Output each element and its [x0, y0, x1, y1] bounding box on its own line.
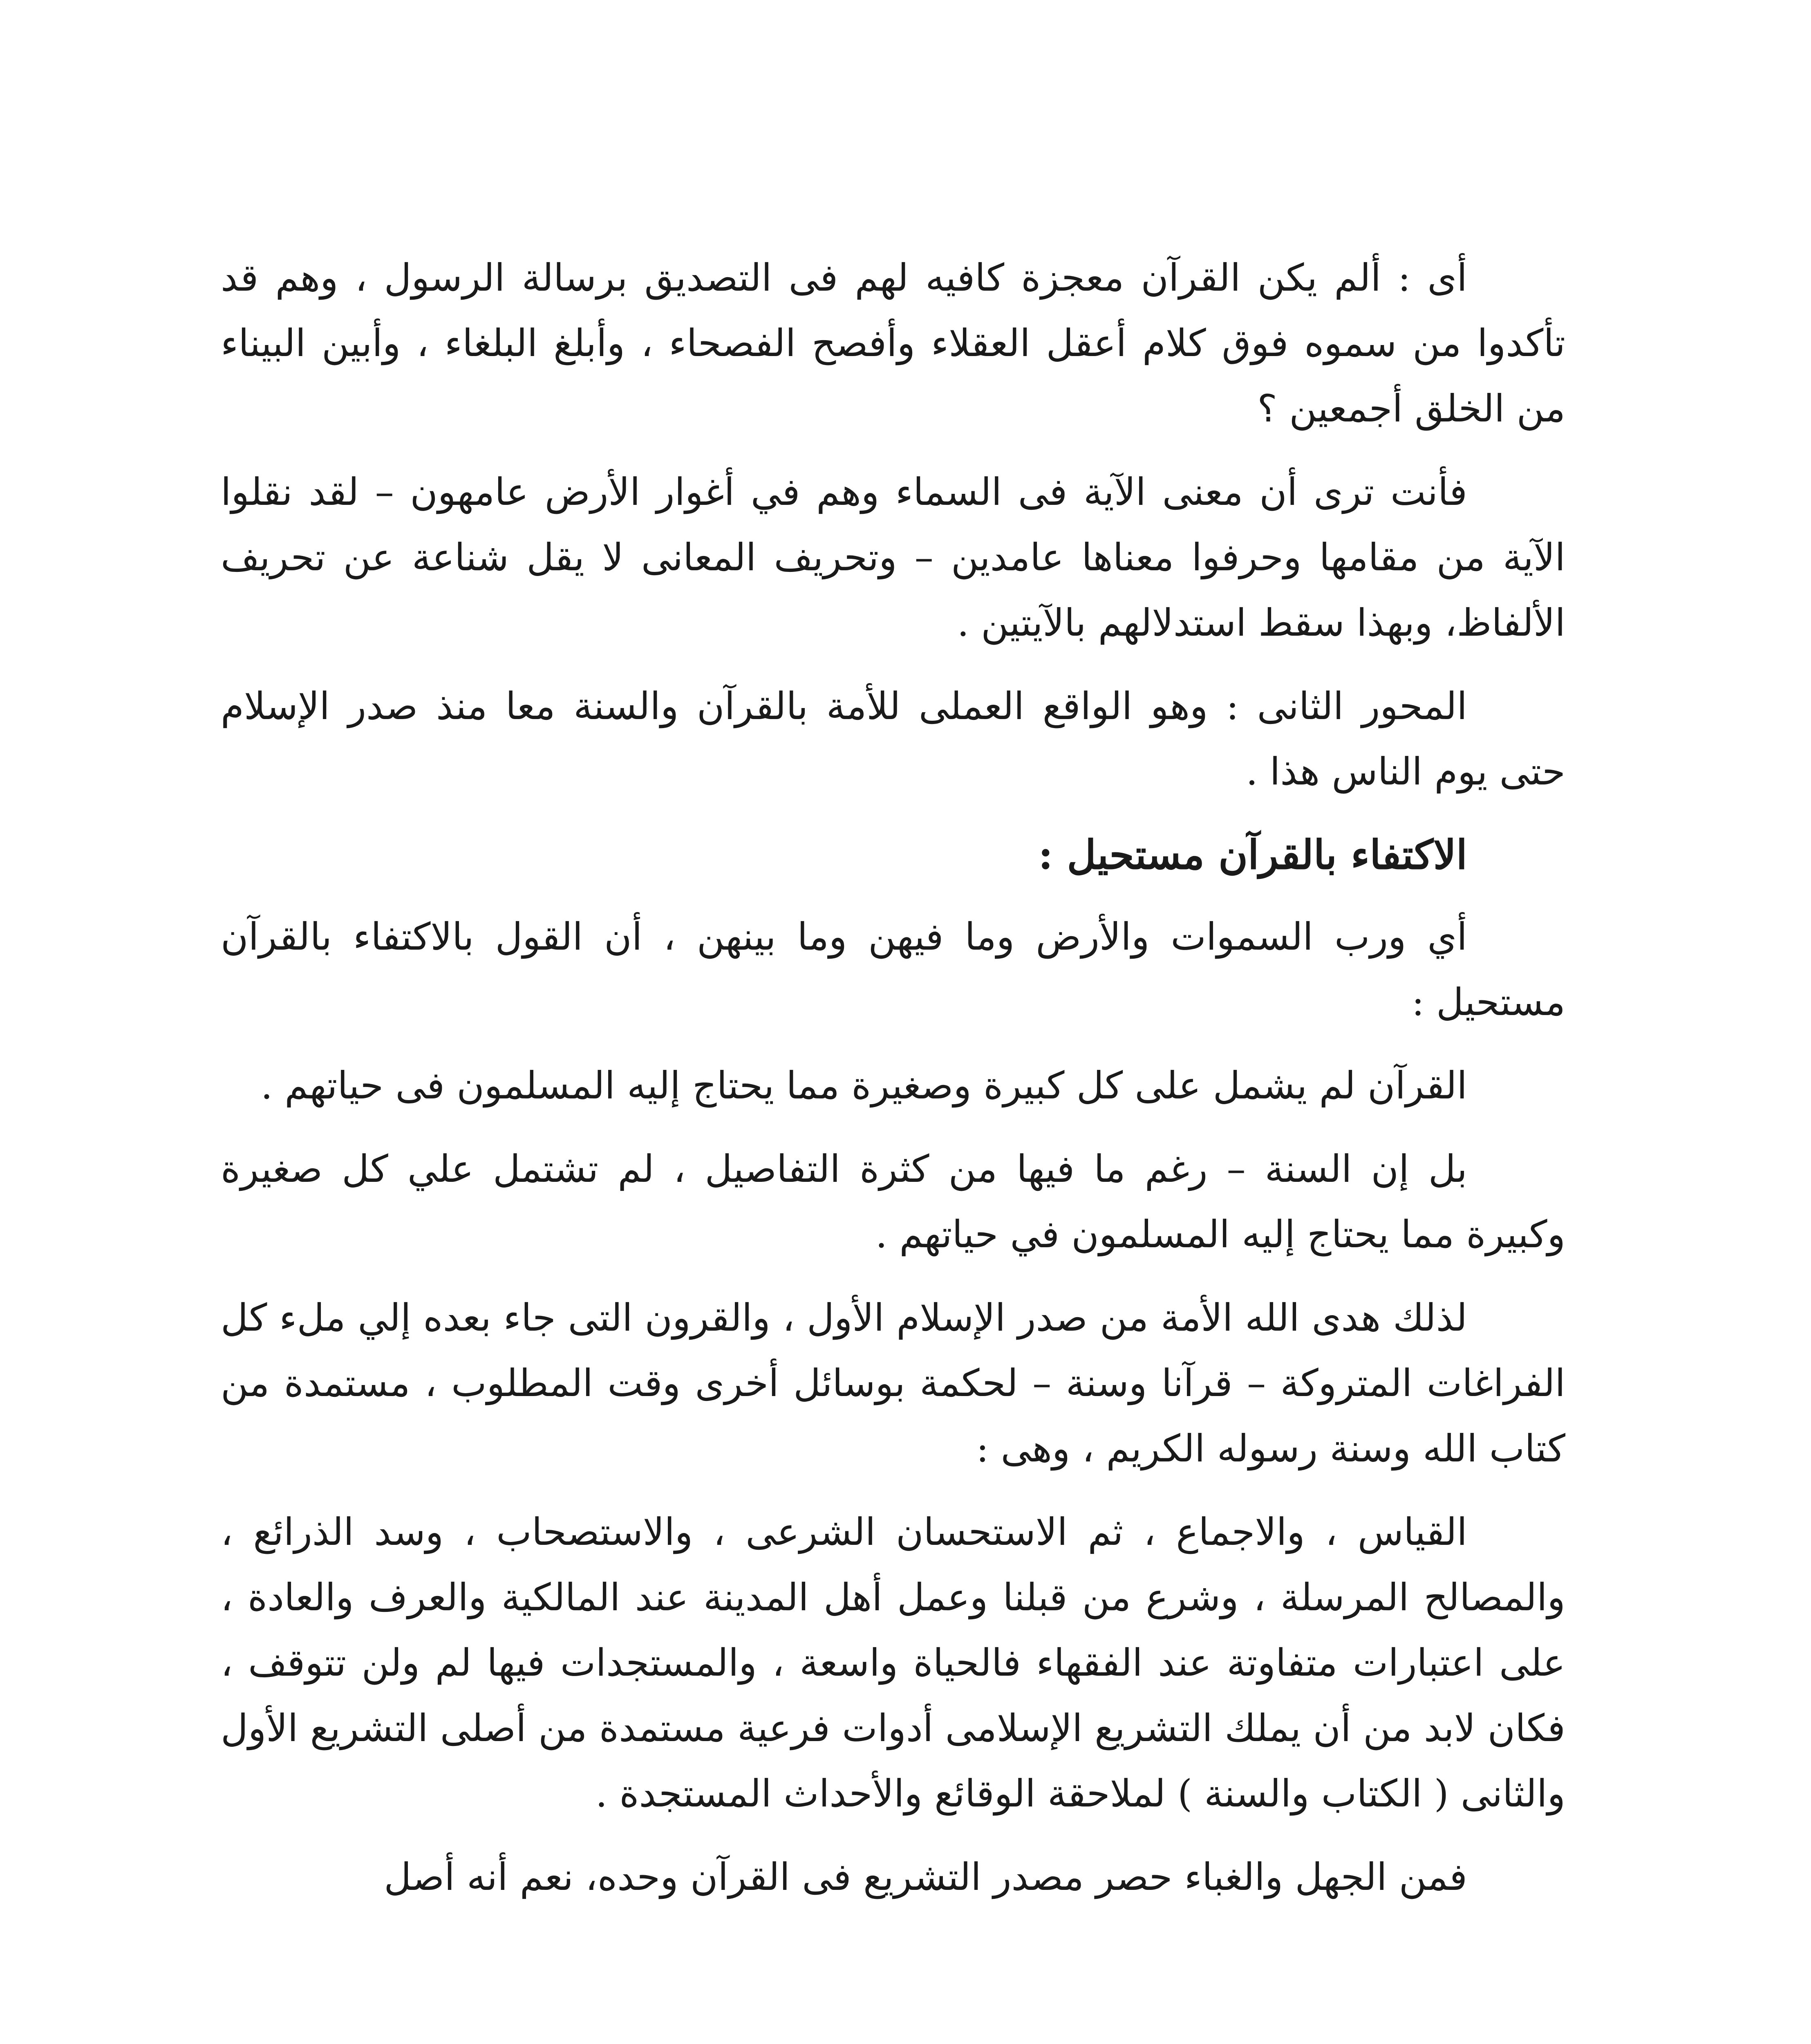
paragraph-2: فأنت ترى أن معنى الآية فى السماء وهم في أغوار الأرض عامهون – لقد نقلوا الآية من مقامها وحرفوا معناها عامدين – وتحريف المعانى لا يقل شناعة عن تحريف الألفاظ، وبهذا سقط استدلالهم بالآيتين .	[221, 470, 1565, 645]
paragraph-9: فمن الجهل والغباء حصر مصدر التشريع فى القرآن وحده، نعم أنه أصل	[384, 1855, 1467, 1899]
paragraph-3: المحور الثانى : وهو الواقع العملى للأمة بالقرآن والسنة معا منذ صدر الإسلام حتى يوم الناس هذا .	[221, 684, 1565, 793]
paragraph-6: بل إن السنة – رغم ما فيها من كثرة التفاصيل ، لم تشتمل علي كل صغيرة وكبيرة مما يحتاج إليه المسلمون في حياتهم .	[221, 1147, 1565, 1256]
paragraph-4: أي ورب السموات والأرض وما فيهن وما بينهن ، أن القول بالاكتفاء بالقرآن مستحيل :	[221, 915, 1565, 1024]
page-body	[221, 245, 1565, 1928]
paragraph-7: لذلك هدى الله الأمة من صدر الإسلام الأول ، والقرون التى جاء بعده إلي ملء كل الفراغات المتروكة – قرآنا وسنة – لحكمة بوسائل أخرى وقت المطلوب ، مستمدة من كتاب الله وسنة رسوله الكريم ، وهى :	[221, 1296, 1565, 1470]
paragraph-1: أى : ألم يكن القرآن معجزة كافيه لهم فى التصديق برسالة الرسول ، وهم قد تأكدوا من سموه فوق كلام أعقل العقلاء وأفصح الفصحاء ، وأبلغ البلغاء ، وأبين البيناء من الخلق أجمعين ؟	[221, 256, 1565, 430]
paragraph-8: القياس ، والاجماع ، ثم الاستحسان الشرعى ، والاستصحاب ، وسد الذرائع ، والمصالح المرسلة ، وشرع من قبلنا وعمل أهل المدينة عند المالكية والعرف والعادة ، على اعتبارات متفاوتة عند الفقهاء فالحياة واسعة ، والمستجدات فيها لم ولن تتوقف ، فكان لابد من أن يملك التشريع الإسلامى أدوات فرعية مستمدة من أصلى التشريع الأول والثانى ( الكتاب والسنة ) لملاحقة الوقائع والأحداث المستجدة .	[221, 1510, 1565, 1815]
paragraph-5: القرآن لم يشمل على كل كبيرة وصغيرة مما يحتاج إليه المسلمون فى حياتهم .	[260, 1064, 1467, 1107]
section-heading: الاكتفاء بالقرآن مستحيل :	[1038, 831, 1467, 879]
